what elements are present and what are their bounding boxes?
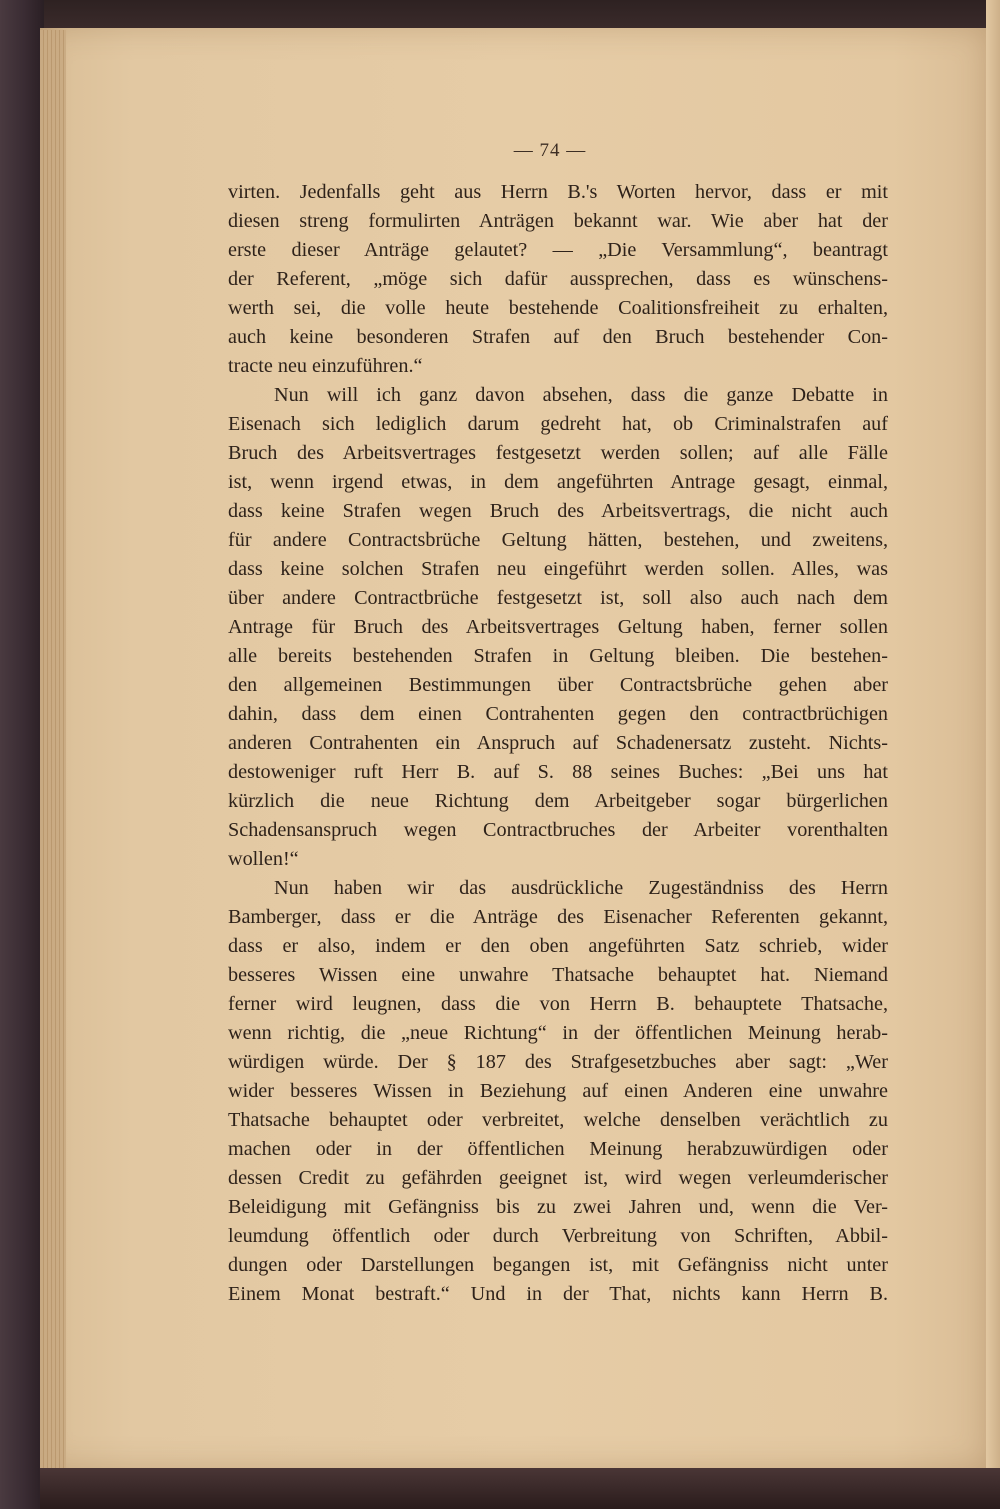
scan-bottom-border bbox=[40, 1468, 1000, 1509]
facing-page-edge bbox=[986, 0, 1000, 1509]
text-line: virten. Jedenfalls geht aus Herrn B.'s Worten hervor, dass er mit bbox=[228, 181, 888, 203]
text-line: dass keine Strafen wegen Bruch des Arbeitsvertrags, die nicht auch bbox=[228, 500, 888, 522]
page-number: — 74 — bbox=[513, 140, 587, 161]
text-line: würdigen würde. Der § 187 des Strafgesetzbuches aber sagt: „Wer bbox=[228, 1051, 888, 1073]
text-line: anderen Contrahenten ein Anspruch auf Schadenersatz zusteht. Nichts- bbox=[228, 732, 888, 754]
text-line: dahin, dass dem einen Contrahenten gegen den contractbrüchigen bbox=[228, 703, 888, 725]
text-line: den allgemeinen Bestimmungen über Contractsbrüche gehen aber bbox=[228, 674, 888, 696]
text-line: auch keine besonderen Strafen auf den Bruch bestehender Con- bbox=[228, 326, 888, 348]
text-line: erste dieser Anträge gelautet? — „Die Versammlung“, beantragt bbox=[228, 239, 888, 261]
body-text bbox=[228, 178, 888, 1309]
text-line: Bruch des Arbeitsvertrages festgesetzt werden sollen; auf alle Fälle bbox=[228, 442, 888, 464]
text-line: Schadensanspruch wegen Contractbruches der Arbeiter vorenthalten bbox=[228, 819, 888, 841]
text-line: werth sei, die volle heute bestehende Coalitionsfreiheit zu erhalten, bbox=[228, 297, 888, 319]
text-line: diesen streng formulirten Anträgen bekannt war. Wie aber hat der bbox=[228, 210, 888, 232]
text-line: Thatsache behauptet oder verbreitet, welche denselben verächtlich zu bbox=[228, 1109, 888, 1131]
text-line: der Referent, „möge sich dafür aussprechen, dass es wünschens- bbox=[228, 268, 888, 290]
text-line: wenn richtig, die „neue Richtung“ in der öffentlichen Meinung herab- bbox=[228, 1022, 888, 1044]
text-line: Einem Monat bestraft.“ Und in der That, nichts kann Herrn B. bbox=[228, 1283, 888, 1305]
text-line: Bamberger, dass er die Anträge des Eisenacher Referenten gekannt, bbox=[228, 906, 888, 928]
text-line: dass er also, indem er den oben angeführten Satz schrieb, wider bbox=[228, 935, 888, 957]
text-line: Nun will ich ganz davon absehen, dass die ganze Debatte in bbox=[274, 384, 888, 406]
text-line: tracte neu einzuführen.“ bbox=[228, 355, 423, 377]
text-line: dungen oder Darstellungen begangen ist, mit Gefängniss nicht unter bbox=[228, 1254, 888, 1276]
text-line: besseres Wissen eine unwahre Thatsache behauptet hat. Niemand bbox=[228, 964, 888, 986]
scan-top-border bbox=[44, 0, 1000, 28]
text-line: dessen Credit zu gefährden geeignet ist, wird wegen verleumderischer bbox=[228, 1167, 888, 1189]
text-line: ist, wenn irgend etwas, in dem angeführten Antrage gesagt, einmal, bbox=[228, 471, 888, 493]
text-line: alle bereits bestehenden Strafen in Geltung bleiben. Die bestehen- bbox=[228, 645, 888, 667]
text-line: über andere Contractbrüche festgesetzt ist, soll also auch nach dem bbox=[228, 587, 888, 609]
text-line: für andere Contractsbrüche Geltung hätten, bestehen, und zweitens, bbox=[228, 529, 888, 551]
text-line: destoweniger ruft Herr B. auf S. 88 seines Buches: „Bei uns hat bbox=[228, 761, 888, 783]
text-line: dass keine solchen Strafen neu eingeführt werden sollen. Alles, was bbox=[228, 558, 888, 580]
text-line: wollen!“ bbox=[228, 848, 299, 870]
text-line: kürzlich die neue Richtung dem Arbeitgeber sogar bürgerlichen bbox=[228, 790, 888, 812]
page-stack-edges bbox=[40, 30, 66, 1468]
text-line: Antrage für Bruch des Arbeitsvertrages Geltung haben, ferner sollen bbox=[228, 616, 888, 638]
text-line: leumdung öffentlich oder durch Verbreitung von Schriften, Abbil- bbox=[228, 1225, 888, 1247]
text-line: Nun haben wir das ausdrückliche Zugeständniss des Herrn bbox=[274, 877, 888, 899]
text-line: machen oder in der öffentlichen Meinung herabzuwürdigen oder bbox=[228, 1138, 888, 1160]
text-line: Eisenach sich lediglich darum gedreht hat, ob Criminalstrafen auf bbox=[228, 413, 888, 435]
text-line: wider besseres Wissen in Beziehung auf einen Anderen eine unwahre bbox=[228, 1080, 888, 1102]
book-cover-edge bbox=[0, 0, 44, 1509]
text-line: Beleidigung mit Gefängniss bis zu zwei Jahren und, wenn die Ver- bbox=[228, 1196, 888, 1218]
text-line: ferner wird leugnen, dass die von Herrn B. behauptete Thatsache, bbox=[228, 993, 888, 1015]
